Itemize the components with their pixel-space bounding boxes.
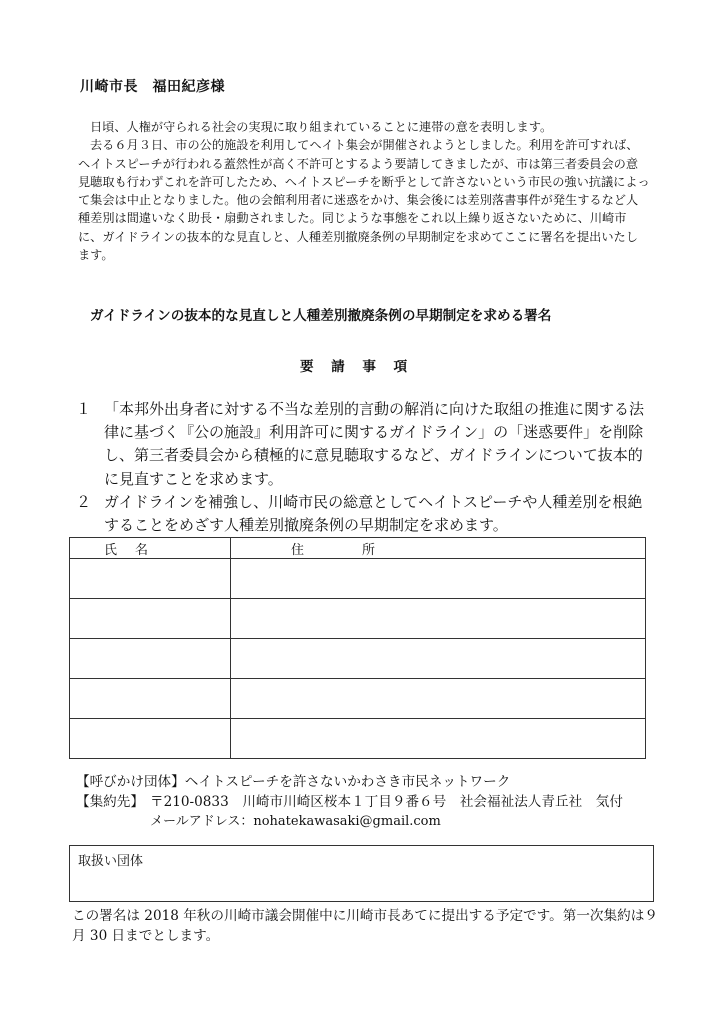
request-number: １ — [76, 400, 92, 418]
address-cell[interactable] — [231, 559, 646, 599]
signature-row — [70, 719, 646, 759]
address-cell[interactable] — [231, 599, 646, 639]
contact-address: 〒210-0833 川崎市川崎区桜本１丁目９番６号 社会福祉法人青丘社 気付 — [150, 794, 623, 810]
name-cell[interactable] — [70, 639, 231, 679]
intro-text — [78, 118, 650, 264]
request-item-2 — [76, 491, 648, 537]
organizer-block — [76, 772, 623, 832]
requests-heading: 要 請 事 項 — [300, 359, 410, 375]
address-cell[interactable] — [231, 719, 646, 759]
request-text: ガイドラインを補強し、川崎市民の総意としてヘイトスピーチや人種差別を根絶することをめざす人種差別撤廃条例の早期制定を求めます。 — [104, 492, 643, 535]
name-cell[interactable] — [70, 559, 231, 599]
signature-row — [70, 599, 646, 639]
header-name: 氏名 — [70, 538, 231, 559]
name-cell[interactable] — [70, 599, 231, 639]
organizer-line: 【呼びかけ団体】ヘイトスピーチを許さないかわさき市民ネットワーク — [76, 774, 511, 790]
address-cell[interactable] — [231, 639, 646, 679]
signature-row — [70, 679, 646, 719]
addressee: 川崎市長 福田紀彦様 — [80, 79, 225, 95]
intro-paragraph-1: 日頃、人権が守られる社会の実現に取り組まれていることに連帯の意を表明します。 — [90, 120, 553, 134]
signature-table — [69, 537, 646, 759]
footer-note: この署名は 2018 年秋の川崎市議会開催中に川崎市長あてに提出する予定です。第一次集約は９月 30 日までとします。 — [72, 908, 658, 944]
contact-label: 【集約先】 — [76, 794, 144, 810]
handling-organization-box — [69, 845, 654, 902]
name-cell[interactable] — [70, 679, 231, 719]
handling-organization-label: 取扱い団体 — [78, 854, 144, 869]
petition-title: ガイドラインの抜本的な見直しと人種差別撤廃条例の早期制定を求める署名 — [90, 308, 552, 324]
address-cell[interactable] — [231, 679, 646, 719]
request-number: ２ — [76, 492, 92, 511]
contact-line — [76, 792, 623, 812]
requests-list — [76, 398, 648, 537]
signature-row — [70, 559, 646, 599]
signature-table-header — [70, 538, 646, 559]
request-text: 「本邦外出身者に対する不当な差別的言動の解消に向けた取組の推進に関する法律に基づく『公の施設』利用許可に関するガイドライン」の「迷惑要件」を削除し、第三者委員会から積極的に意見聴取するなど、ガイドラインについて抜本的に見直すことを求めます。 — [104, 400, 645, 488]
intro-paragraph-2: 去る６月３日、市の公的施設を利用してヘイト集会が開催されようとしました。利用を許可すれば、ヘイトスピーチが行われる蓋然性が高く不許可とするよう要請してきましたが、市は第三者委員会の意見聴取も行わずこれを許可したため、ヘイトスピーチを断乎として許さないという市民の強い抗議によって集会は中止となりました。他の会館利用者に迷惑をかけ、集会後には差別落書事件が発生するなど人種差別は間違いなく助長・扇動されました。同じような事態をこれ以上繰り返さないために、川崎市に、ガイドラインの抜本的な見直しと、人種差別撤廃条例の早期制定を求めてここに署名を提出いたします。 — [78, 138, 650, 263]
request-item-1 — [76, 398, 648, 491]
email-line: メールアドレス：nohatekawasaki@gmail.com — [150, 814, 441, 829]
name-cell[interactable] — [70, 719, 231, 759]
signature-row — [70, 639, 646, 679]
header-address: 住所 — [231, 538, 646, 559]
